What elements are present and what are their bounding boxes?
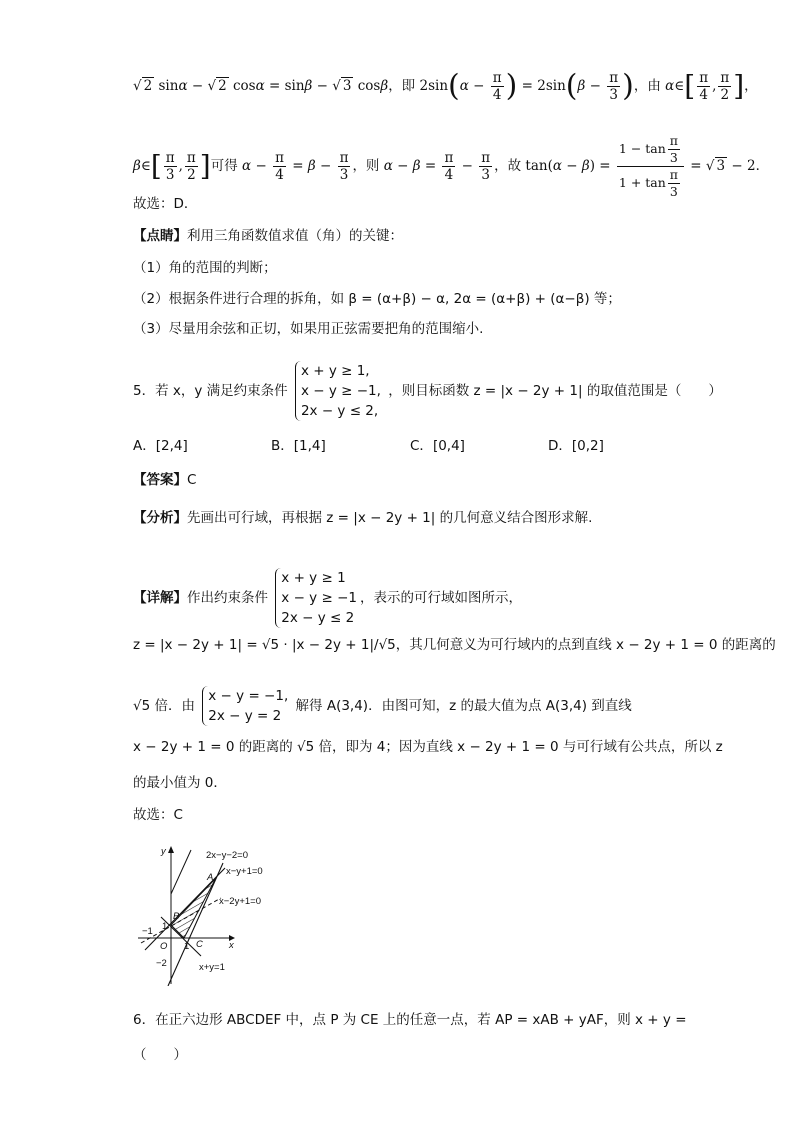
label-point-c: C (196, 939, 203, 950)
line-2x-y-2-upper (171, 850, 191, 894)
question-5-stem (133, 361, 722, 421)
detail-b: ，表示的可行域如图所示， (359, 590, 522, 606)
question-6-paren: （ ） (133, 1047, 187, 1063)
label-tick-1-y: 1 (162, 921, 168, 932)
q5-line-u: 的最小值为 0． (133, 775, 227, 791)
q5-choose: 故选：C (133, 807, 183, 823)
q5-option-c: C．[0,4] (410, 438, 465, 454)
label-x-axis: x (229, 940, 234, 951)
label-line-2x-y-2: 2x−y−2=0 (206, 850, 248, 861)
tip-tag: 【点睛】 (133, 228, 187, 244)
q5-detail (133, 568, 522, 628)
answer-value: C (187, 472, 197, 488)
q5-constraint-3: 2x − y ≤ 2, (300, 403, 379, 419)
answer-choice-4: 故选：D． (133, 196, 198, 212)
q5-line-z: z = |x − 2y + 1| = √5 · |x − 2y + 1|/√5，其几何意义为可行域内的点到直线 x − 2y + 1 = 0 的距离的 (133, 637, 776, 653)
q5-answer (133, 470, 196, 490)
q5-constraint-2: x − y ≥ −1, (300, 383, 381, 399)
solve-eq-2: 2x − y = 2 (208, 708, 282, 724)
detail-tag: 【详解】 (133, 590, 187, 606)
label-line-x+y-1: x+y=1 (199, 962, 225, 973)
detail-constraint-1: x + y ≥ 1 (281, 570, 346, 586)
label-line-x-2y+1: x−2y+1=0 (219, 896, 261, 907)
solve-system (202, 686, 288, 726)
question-6-stem: 6．在正六边形 ABCDEF 中，点 P 为 CE 上的任意一点，若 AP = xAB + yAF，则 x + y = (133, 1012, 687, 1028)
line-s-b: 解得 A(3,4)．由图可知，z 的最大值为点 A(3,4) 到直线 (295, 698, 632, 714)
q5-line-s (133, 686, 632, 726)
q5-option-d: D．[0,2] (548, 438, 604, 454)
tip-item-2: （2）根据条件进行合理的拆角，如 β = (α+β) − α, 2α = (α+β) + (α−β) 等； (133, 291, 621, 307)
label-tick-neg2: −2 (156, 958, 167, 969)
solve-eq-1: x − y = −1, (208, 688, 289, 704)
label-origin: O (160, 941, 168, 952)
detail-a: 作出约束条件 (187, 590, 268, 606)
y-axis-arrow (168, 846, 174, 853)
q5-stem-b: ，则目标函数 z = |x − 2y + 1| 的取值范围是（ ） (388, 383, 722, 399)
tip-item-1: （1）角的范围的判断； (133, 260, 277, 276)
tip-heading (133, 226, 403, 246)
q5-analysis (133, 508, 592, 528)
solution-line-2: β∈[ $\frac{\pi}{3}$ , $\frac{\pi}{2}$ ]可得 α − $\frac{\pi}{4}$ = β − $\frac{\pi}{3}$ ，则 α − β = $\frac{\pi}{4}$ − $\frac{\pi}{3}$ ，故 tan(α − β) = 1 − tan $\frac{\pi}{3}$ 1 + tan $\frac{\pi}{3}$ = √ 3 − 2． (133, 133, 770, 199)
label-tick-neg1: −1 (142, 926, 153, 937)
q5-option-b: B．[1,4] (271, 438, 326, 454)
label-y-axis: y (161, 846, 166, 857)
analysis-text: 先画出可行域，再根据 z = |x − 2y + 1| 的几何意义结合图形求解. (187, 510, 593, 526)
q5-constraint-1: x + y ≥ 1, (300, 363, 370, 379)
analysis-tag: 【分析】 (133, 510, 187, 526)
q5-stem-a: 5．若 x，y 满足约束条件 (133, 383, 288, 399)
answer-tag: 【答案】 (133, 472, 187, 488)
label-point-b: B (173, 911, 180, 922)
q5-constraints (295, 361, 381, 421)
feasible-region-figure (133, 838, 293, 986)
label-point-a: A (207, 872, 214, 883)
q5-option-a: A．[2,4] (133, 438, 188, 454)
detail-constraint-3: 2x − y ≤ 2 (281, 610, 355, 626)
detail-constraint-2: x − y ≥ −1 (281, 590, 357, 606)
tip-item-3: （3）尽量用余弦和正切，如果用正弦需要把角的范围缩小. (133, 321, 484, 337)
label-line-x-y+1: x−y+1=0 (226, 866, 263, 877)
detail-constraints (275, 568, 357, 628)
solution-line-1: √ 2 sinα − √ 2 cosα = sinβ − √ 3 cosβ，即 2sin(α − $\frac{\pi}{4}$ ) = 2sin(β − $\frac{\pi}{3}$ )，由 α∈[ $\frac{\pi}{4}$ , $\frac{\pi}{2}$ ]， (133, 68, 758, 104)
label-tick-1-x: 1 (184, 941, 190, 952)
q5-line-t: x − 2y + 1 = 0 的距离的 √5 倍，即为 4；因为直线 x − 2y + 1 = 0 与可行域有公共点，所以 z (133, 739, 723, 755)
line-s-a: √5 倍．由 (133, 698, 195, 714)
tip-text: 利用三角函数值求值（角）的关键： (187, 228, 403, 244)
